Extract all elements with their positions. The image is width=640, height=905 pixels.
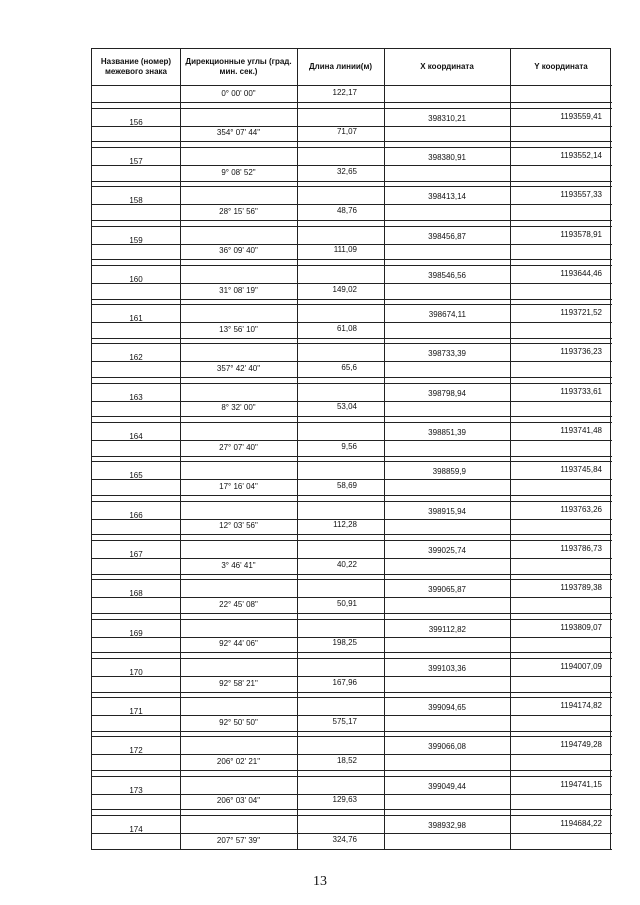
x-coordinate: 398546,56: [428, 270, 466, 280]
boundary-mark-name: 156: [129, 117, 143, 127]
row-divider: [92, 283, 612, 284]
row-divider: [92, 165, 612, 166]
row-divider: [92, 697, 612, 698]
row-divider: [92, 147, 612, 148]
x-coordinate: 398456,87: [428, 231, 466, 241]
row-divider: [92, 534, 612, 535]
line-length: 324,76: [332, 834, 357, 844]
direction-angle: 27° 07' 40": [219, 442, 258, 452]
row-divider: [92, 259, 612, 260]
line-length: 575,17: [332, 716, 357, 726]
y-coordinate: 1193557,33: [560, 190, 602, 200]
row-divider: [92, 794, 612, 795]
row-divider: [92, 692, 612, 693]
row-divider: [92, 501, 612, 502]
header-divider: [92, 85, 612, 86]
row-divider: [92, 265, 612, 266]
row-divider: [92, 102, 612, 103]
x-coordinate: 399103,36: [428, 663, 466, 673]
y-coordinate: 1193745,84: [560, 465, 602, 475]
y-coordinate: 1194174,82: [560, 701, 602, 711]
x-coordinate: 399049,44: [428, 781, 466, 791]
y-coordinate: 1194749,28: [560, 740, 602, 750]
row-divider: [92, 377, 612, 378]
x-coordinate: 398851,39: [428, 428, 466, 438]
y-coordinate: 1193644,46: [560, 268, 602, 278]
y-coordinate: 1193578,91: [560, 229, 602, 239]
y-coordinate: 1194684,22: [560, 819, 602, 829]
row-divider: [92, 736, 612, 737]
column-divider: [510, 49, 511, 849]
direction-angle: 92° 58' 21": [219, 678, 258, 688]
x-coordinate: 398798,94: [428, 388, 466, 398]
row-divider: [92, 597, 612, 598]
line-length: 167,96: [332, 677, 357, 687]
row-divider: [92, 204, 612, 205]
direction-angle: 92° 44' 06": [219, 639, 258, 649]
row-divider: [92, 770, 612, 771]
direction-angle: 0° 00' 00": [221, 89, 256, 98]
header-angle: Дирекционные углы (град. мин. сек.): [185, 57, 292, 76]
row-divider: [92, 440, 612, 441]
y-coordinate: 1193559,41: [560, 111, 602, 121]
line-length: 65,6: [341, 363, 357, 373]
row-divider: [92, 416, 612, 417]
x-coordinate: 398380,91: [428, 152, 466, 162]
x-coordinate: 399094,65: [428, 703, 466, 713]
row-divider: [92, 361, 612, 362]
x-coordinate: 399112,82: [428, 624, 466, 634]
row-divider: [92, 181, 612, 182]
direction-angle: 31° 08' 19": [219, 285, 258, 295]
y-coordinate: 1193763,26: [560, 504, 602, 514]
line-length: 112,28: [333, 520, 357, 530]
row-divider: [92, 574, 612, 575]
row-divider: [92, 715, 612, 716]
row-divider: [92, 343, 612, 344]
line-length: 129,63: [332, 795, 357, 805]
direction-angle: 9° 08' 52": [221, 167, 256, 177]
y-coordinate: 1193809,07: [560, 622, 602, 632]
boundary-mark-name: 170: [129, 667, 143, 677]
x-coordinate: 398674,11: [428, 310, 466, 320]
x-coordinate: 398915,94: [428, 506, 466, 516]
boundary-mark-name: 159: [129, 235, 143, 245]
line-length: 111,09: [333, 245, 357, 255]
line-length: 71,07: [336, 127, 357, 137]
row-divider: [92, 519, 612, 520]
boundary-mark-name: 164: [129, 432, 143, 442]
row-divider: [92, 849, 612, 850]
direction-angle: 354° 07' 44": [216, 128, 261, 138]
boundary-mark-name: 172: [129, 746, 143, 756]
y-coordinate: 1193736,23: [560, 347, 602, 357]
row-divider: [92, 776, 612, 777]
y-coordinate: 1194741,15: [560, 779, 602, 789]
y-coordinate: 1193733,61: [560, 386, 602, 396]
direction-angle: 206° 03' 04": [216, 796, 261, 806]
boundary-mark-name: 174: [129, 825, 143, 835]
row-divider: [92, 220, 612, 221]
row-divider: [92, 658, 612, 659]
x-coordinate: 399065,87: [428, 585, 466, 595]
boundary-mark-name: 158: [129, 196, 143, 206]
line-length: 122,17: [332, 88, 357, 97]
line-length: 61,08: [336, 323, 357, 333]
line-length: 18,52: [336, 756, 357, 766]
x-coordinate: 398733,39: [428, 349, 466, 359]
boundary-mark-name: 165: [129, 471, 143, 481]
x-coordinate: 399066,08: [428, 742, 466, 752]
x-coordinate: 399025,74: [428, 545, 466, 555]
y-coordinate: 1193552,14: [560, 150, 602, 160]
row-divider: [92, 299, 612, 300]
row-divider: [92, 456, 612, 457]
line-length: 32,65: [336, 166, 357, 176]
y-coordinate: 1193786,73: [560, 543, 602, 553]
row-divider: [92, 226, 612, 227]
x-coordinate: 398413,14: [428, 192, 466, 202]
row-divider: [92, 186, 612, 187]
x-coordinate: 398310,21: [428, 113, 466, 123]
header-x: X координата: [420, 62, 474, 71]
boundary-mark-name: 162: [129, 353, 143, 363]
row-divider: [92, 141, 612, 142]
row-divider: [92, 338, 612, 339]
row-divider: [92, 637, 612, 638]
direction-angle: 357° 42' 40": [216, 364, 261, 374]
line-length: 40,22: [336, 559, 357, 569]
row-divider: [92, 479, 612, 480]
y-coordinate: 1193789,38: [560, 583, 602, 593]
boundary-mark-name: 160: [129, 274, 143, 284]
row-divider: [92, 304, 612, 305]
row-divider: [92, 401, 612, 402]
row-divider: [92, 731, 612, 732]
line-length: 53,04: [336, 402, 357, 412]
boundary-mark-name: 169: [129, 628, 143, 638]
direction-angle: 22° 45' 08": [219, 599, 258, 609]
line-length: 50,91: [336, 598, 357, 608]
direction-angle: 17° 16' 04": [219, 482, 258, 491]
x-coordinate: 398859,9: [432, 467, 466, 477]
header-name: Название (номер) межевого знака: [100, 57, 172, 76]
row-divider: [92, 652, 612, 653]
row-divider: [92, 322, 612, 323]
direction-angle: 3° 46' 41": [221, 560, 256, 570]
row-divider: [92, 540, 612, 541]
line-length: 48,76: [336, 205, 357, 215]
boundary-mark-name: 157: [129, 156, 143, 166]
row-divider: [92, 613, 612, 614]
x-coordinate: 398932,98: [428, 821, 466, 831]
boundary-mark-name: 166: [129, 510, 143, 520]
line-length: 198,25: [332, 638, 357, 648]
direction-angle: 28° 15' 56": [219, 206, 258, 216]
boundary-mark-name: 161: [129, 314, 143, 324]
y-coordinate: 1193741,48: [560, 426, 602, 436]
row-divider: [92, 754, 612, 755]
direction-angle: 36° 09' 40": [219, 246, 258, 256]
direction-angle: 92° 50' 50": [219, 717, 258, 727]
page-number: 13: [313, 874, 327, 889]
row-divider: [92, 619, 612, 620]
boundary-mark-name: 168: [129, 589, 143, 599]
row-divider: [92, 676, 612, 677]
column-divider: [384, 49, 385, 849]
direction-angle: 206° 02' 21": [216, 757, 261, 767]
boundary-mark-name: 163: [129, 392, 143, 402]
row-divider: [92, 495, 612, 496]
boundary-mark-name: 167: [129, 549, 143, 559]
row-divider: [92, 809, 612, 810]
direction-angle: 8° 32' 00": [221, 403, 256, 413]
row-divider: [92, 244, 612, 245]
row-divider: [92, 815, 612, 816]
direction-angle: 12° 03' 56": [219, 521, 258, 531]
y-coordinate: 1193721,52: [560, 308, 602, 318]
header-length: Длина линии(м): [308, 62, 373, 71]
row-divider: [92, 108, 612, 109]
row-divider: [92, 126, 612, 127]
line-length: 58,69: [336, 481, 357, 490]
header-y: Y координата: [534, 62, 588, 71]
direction-angle: 13° 56' 10": [219, 324, 258, 334]
coordinates-table: [91, 48, 611, 850]
boundary-mark-name: 173: [129, 785, 143, 795]
direction-angle: 207° 57' 39": [216, 835, 261, 845]
row-divider: [92, 461, 612, 462]
row-divider: [92, 833, 612, 834]
line-length: 9,56: [341, 441, 357, 451]
row-divider: [92, 422, 612, 423]
line-length: 149,02: [332, 284, 357, 294]
row-divider: [92, 558, 612, 559]
boundary-mark-name: 171: [129, 707, 143, 717]
y-coordinate: 1194007,09: [560, 661, 602, 671]
row-divider: [92, 383, 612, 384]
row-divider: [92, 579, 612, 580]
